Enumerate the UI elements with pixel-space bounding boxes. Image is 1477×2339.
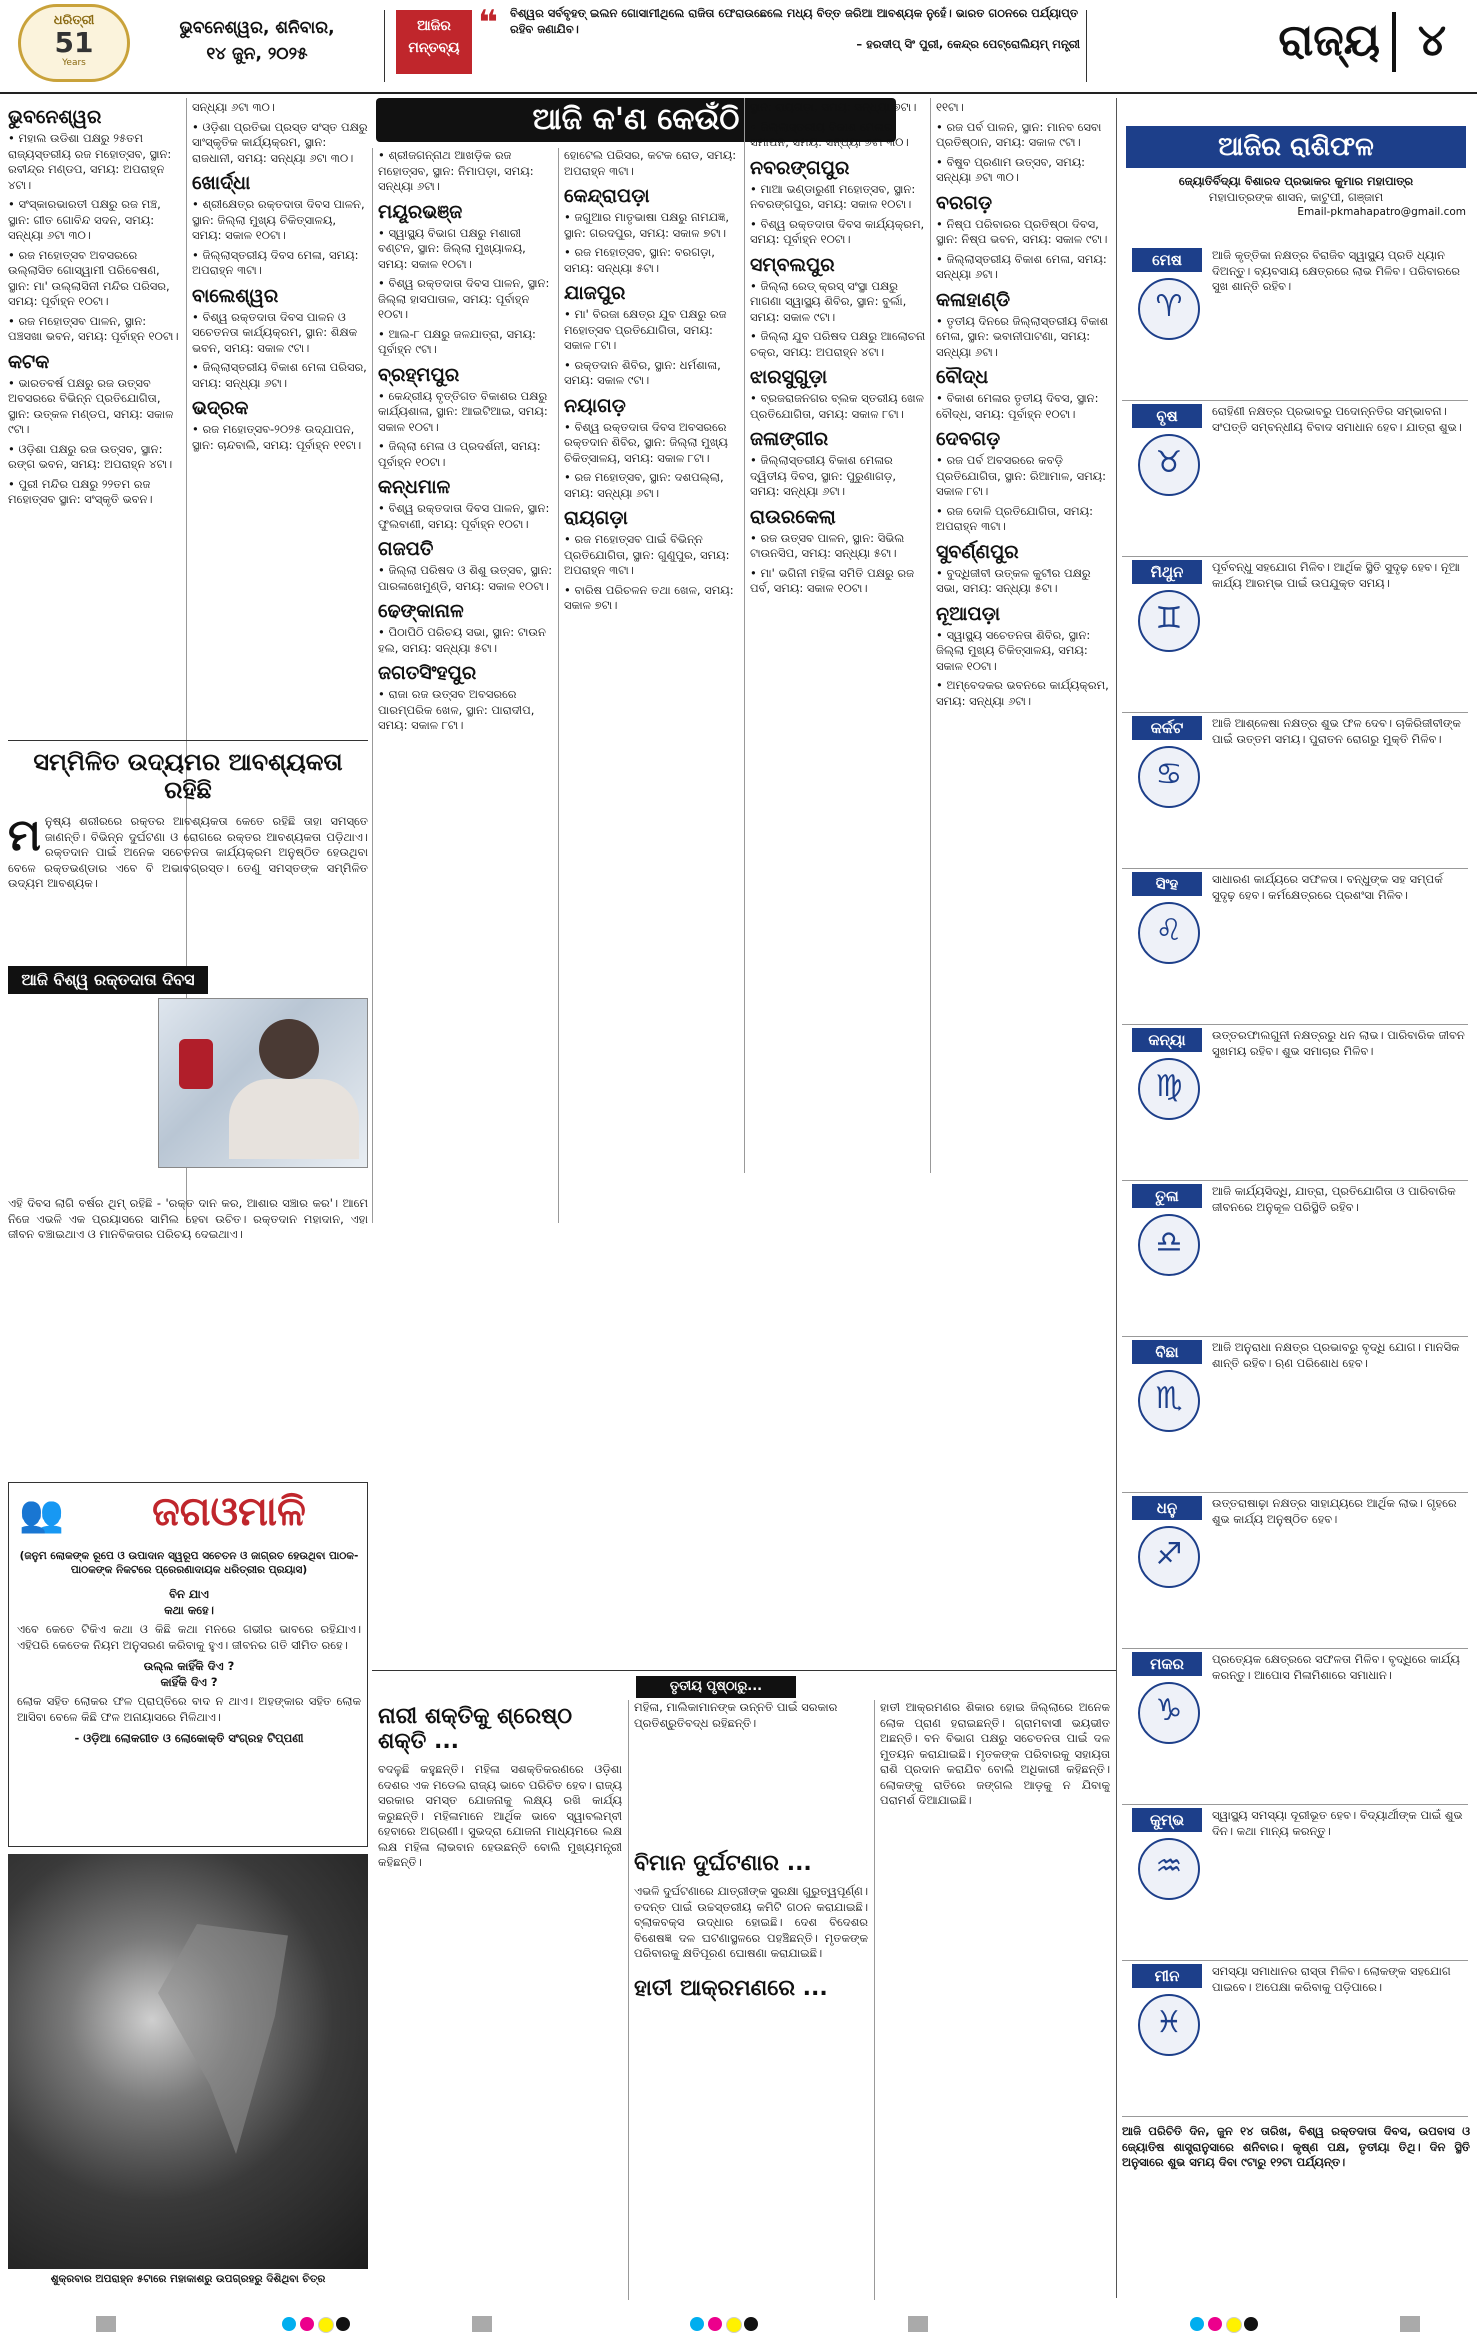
- rasi-name: କନ୍ୟା: [1132, 1028, 1202, 1052]
- story-plane-crash-body: ଏଭଳି ଦୁର୍ଘଟଣାରେ ଯାତ୍ରୀଙ୍କ ସୁରକ୍ଷା ଗୁରୁତ୍ୱପୂର୍ଣ୍ଣ। ତଦନ୍ତ ପାଇଁ ଉଚ୍ଚସ୍ତରୀୟ କମିଟି ଗଠନ କରାଯାଇଛି। ବ୍ଲାକବକ୍ସ ଉଦ୍ଧାର ହୋଇଛି। ଦେଶ ବିଦେଶର ବିଶେଷଜ୍ଞ ଦଳ ଘଟଣାସ୍ଥଳରେ ପହଞ୍ଚିଛନ୍ତି। ମୃତକଙ୍କ ପରିବାରକୁ କ୍ଷତିପୂରଣ ଘୋଷଣା କରାଯାଇଛି।: [634, 1884, 868, 1960]
- event-entry: • ରାଜା ରଜ ଉତ୍ସବ ଅବସରରେ ପାରମ୍ପରିକ ଖେଳ, ସ୍ଥାନ: ପାରାଦୀପ, ସମୟ: ସକାଳ ୮ଟା।: [378, 687, 535, 732]
- jagamali-footer: - ଓଡ଼ିଆ ଲୋକଗୀତ ଓ ଲୋକୋକ୍ତି ସଂଗ୍ରହ ଟିପ୍ପଣୀ: [74, 1731, 304, 1745]
- event-entry: • ଜଗୁଆର ମାତୃଭାଷା ପକ୍ଷରୁ ନାମଯଜ୍ଞ, ସ୍ଥାନ: ଗରଦପୁର, ସମୟ: ସକାଳ ୭ଟା।: [564, 210, 730, 240]
- district-heading: ସମ୍ବଲପୁର: [750, 253, 835, 276]
- district-heading: ରାୟଗଡ଼ା: [564, 507, 628, 529]
- satellite-weather-image: [8, 1854, 368, 2269]
- event-entry: • ଜିଲ୍ଲାସ୍ତରୀୟ ବିକାଶ ମେଳାର ଦ୍ୱିତୀୟ ଦିବସ, ସ୍ଥାନ: ପୁରୁଣାଗଡ଼, ସମୟ: ସନ୍ଧ୍ୟା ୬ଟା।: [750, 453, 897, 498]
- event-entry: • ବିଷୁବ ପ୍ରଣାମ ଉତ୍ସବ, ସମୟ: ସନ୍ଧ୍ୟା ୬ଟା ୩୦।: [936, 154, 1086, 184]
- event-entry: • ରଜ ପର୍ବ ଅବସରରେ କବଡ଼ି ପ୍ରତିଯୋଗିତା, ସ୍ଥାନ: ରିଆମାଳ, ସମୟ: ସକାଳ ୮ଟା।: [936, 453, 1107, 498]
- event-entry: • ଜିଲ୍ଲା ପରିଷଦ ଓ ଶିଶୁ ଉତ୍ସବ, ସ୍ଥାନ: ପାରଳାଖେମୁଣ୍ଡି, ସମୟ: ସକାଳ ୧୦ଟା।: [378, 563, 553, 593]
- event-entry: • ପିଠାପିଠି ପରିଚୟ ସଭା, ସ୍ଥାନ: ଟାଉନ ହଲ, ସମୟ: ସନ୍ଧ୍ୟା ୫ଟା।: [378, 625, 546, 655]
- event-entry: • ରଜ ମହୋତ୍ସବ ଅବସରରେ ଉଲ୍ଲାସିତ ଗୋସ୍ୱାମୀ ପରିବେଷଣ, ସ୍ଥାନ: ମା' ଉଲ୍ଲାସିନୀ ମନ୍ଦିର ପରିସର, ସମୟ: ପୂର୍ବାହ୍ନ ୧୦ଟା।: [8, 247, 170, 308]
- event-entry: • ଓଡ଼ିଶା ପକ୍ଷରୁ ରଜ ଉତ୍ସବ, ସ୍ଥାନ: ରଙ୍ଗ ଭବନ, ସମୟ: ଅପରାହ୍ନ ୪ଟା।: [8, 441, 173, 471]
- section-divider: [1392, 12, 1396, 72]
- district-heading: ଖୋର୍ଦ୍ଧା: [192, 172, 251, 194]
- event-entry: • ବିଶ୍ୱ ରକ୍ତଦାତା ଦିବସ କାର୍ଯ୍ୟକ୍ରମ, ସମୟ: ପୂର୍ବାହ୍ନ ୧୦ଟା।: [750, 216, 925, 246]
- rasi-name: ମିଥୁନ: [1132, 560, 1202, 584]
- district-heading: ବ୍ରହ୍ମପୁର: [378, 363, 460, 386]
- rasi-entry: [1120, 716, 1470, 866]
- event-entry: • ମା' ଭଗିନୀ ମହିଳା ସମିତି ପକ୍ଷରୁ ରଜ ପର୍ବ, ସମୟ: ସକାଳ ୧୦ଟା।: [750, 565, 915, 595]
- page-number: ୪: [1417, 15, 1447, 66]
- story-nari-shakti-title: ନାରୀ ଶକ୍ତିକୁ ଶ୍ରେଷ୍ଠ ଶକ୍ତି ...: [378, 1704, 573, 1754]
- event-entry: • କେନ୍ଦ୍ରୀୟ ବୃତ୍ତିଗତ ବିକାଶର ପକ୍ଷରୁ କାର୍ଯ୍ୟଶାଳା, ସ୍ଥାନ: ଆଇଟିଆଇ, ସମୟ: ସକାଳ ୧୦ଟା।: [378, 388, 548, 434]
- event-entry: ୧୧ଟା।: [936, 100, 964, 114]
- quote-text: ବିଶ୍ୱର ସର୍ବବୃହତ୍ ଇଲନ ଗୋସାମୀଥିଲେ ରାଜିତା ଫେରାଉଛେଲେ ମଧ୍ୟ ବିତ୍ତ ଜରିଆ ଆବଶ୍ୟକ ନୁହେଁ। ଭାରତ ଗଠନରେ ପର୍ଯ୍ୟାପ୍ତ ରହିବ ଜଣାଯିବ।: [510, 6, 1079, 36]
- zodiac-icon: ♏: [1138, 1370, 1200, 1432]
- event-entry: • ଜିଲ୍ଲାସ୍ତରୀୟ ଦିବସ ମେଳା, ସମୟ: ଅପରାହ୍ନ ୩ଟା।: [192, 247, 359, 277]
- district-heading: ବାଲେଶ୍ୱର: [192, 284, 279, 307]
- section-title: ରାଜ୍ୟ: [1278, 15, 1380, 66]
- event-entry: • ବିଶ୍ୱ ରକ୍ତଦାତା ଦିବସ ପାଳନ ଓ ସଚେତନତା କାର୍ଯ୍ୟକ୍ରମ, ସ୍ଥାନ: ଶିକ୍ଷକ ଭବନ, ସମୟ: ସକାଳ ୯ଟା।: [192, 309, 358, 355]
- astrologer-name: ଜ୍ୟୋତିର୍ବିଦ୍ୟା ବିଶାରଦ ପ୍ରଭାକର କୁମାର ମହାପାତ୍ର: [1178, 174, 1414, 188]
- landmass-shape: [158, 1924, 288, 2154]
- district-heading: ବରଗଡ଼: [936, 191, 993, 214]
- event-entry: • ଶ୍ରୀକ୍ଷେତ୍ର ରକ୍ତଦାତା ଦିବସ ପାଳନ, ସ୍ଥାନ: ଜିଲ୍ଲା ମୁଖ୍ୟ ଚିକିତ୍ସାଳୟ, ସମୟ: ସକାଳ ୧୦ଟା।: [192, 197, 365, 242]
- rasi-text: ଆଜି କୃତ୍ତିକା ନକ୍ଷତ୍ର ବିରାଜିବ ସ୍ୱାସ୍ଥ୍ୟ ପ୍ରତି ଧ୍ୟାନ ଦିଅନ୍ତୁ। ବ୍ୟବସାୟ କ୍ଷେତ୍ରରେ ଲାଭ ମିଳିବ। ପରିବାରରେ ସୁଖ ଶାନ୍ତି ରହିବ।: [1212, 248, 1460, 293]
- event-entry: • ବୁଦ୍ଧିଜୀବୀ ଉତ୍କଳ କୁଟୀର ପକ୍ଷରୁ ସଭା, ସମୟ: ସନ୍ଧ୍ୟା ୫ଟା।: [936, 565, 1091, 595]
- event-entry: • ଜିଲ୍ଲା ଯୁବ ପରିଷଦ ପକ୍ଷରୁ ଆଲୋଚନା ଚକ୍ର, ସମୟ: ଅପରାହ୍ନ ୪ଟା।: [750, 329, 926, 359]
- event-entry: • ରଜ ମହୋତ୍ସବ ପାଇଁ ବିଭିନ୍ନ ପ୍ରତିଯୋଗିତା, ସ୍ଥାନ: ଗୁଣୁପୁର, ସମୟ: ଅପରାହ୍ନ ୩ଟା।: [564, 532, 730, 577]
- zodiac-icon: ♊: [1138, 590, 1200, 652]
- rasi-text: ଉତ୍ତରଫାଲଗୁନୀ ନକ୍ଷତ୍ରରୁ ଧନ ଲାଭ। ପାରିବାରିକ ଜୀବନ ସୁଖମୟ ରହିବ। ଶୁଭ ସମାଚାର ମିଳିବ।: [1212, 1028, 1465, 1058]
- zodiac-icon: ♐: [1138, 1526, 1200, 1588]
- event-entry: • ବିଶ୍ୱ ରକ୍ତଦାତା ଦିବସ ପାଳନ, ସ୍ଥାନ: ଫୁଲବାଣୀ, ସମୟ: ପୂର୍ବାହ୍ନ ୧୦ଟା।: [378, 501, 550, 531]
- event-entry: • ଜିଲ୍ଲାସ୍ତରୀୟ ବିକାଶ ମେଳା, ସମୟ: ସନ୍ଧ୍ୟା ୬ଟା।: [936, 251, 1107, 281]
- zodiac-icon: ♑: [1138, 1682, 1200, 1744]
- rasi-entry: [1120, 1964, 1470, 2114]
- rasi-text: ଉତ୍ତରାଷାଢ଼ା ନକ୍ଷତ୍ର ସାହାଯ୍ୟରେ ଆର୍ଥିକ ଲାଭ। ଗୃହରେ ଶୁଭ କାର୍ଯ୍ୟ ଅନୁଷ୍ଠିତ ହେବ।: [1212, 1496, 1457, 1526]
- event-entry: • ସ୍ୱାସ୍ଥ୍ୟ ସଚେତନତା ଶିବିର, ସ୍ଥାନ: ଜିଲ୍ଲା ମୁଖ୍ୟ ଚିକିତ୍ସାଳୟ, ସମୟ: ସକାଳ ୧୦ଟା।: [936, 627, 1091, 673]
- jagamali-q2b: କାହିଁକି ଦିଏ ?: [160, 1674, 218, 1689]
- event-entry: • ରଜ ଦୋଳି ପ୍ରତିଯୋଗିତା, ସମୟ: ଅପରାହ୍ନ ୩ଟା।: [936, 503, 1093, 533]
- dateline: [142, 18, 372, 78]
- story-plane-lead: ମହିଳା, ମାଲିକାମାନଙ୍କ ଉନ୍ନତି ପାଇଁ ସରକାର ପ୍ରତିଶ୍ରୁତିବଦ୍ଧ ରହିଛନ୍ତି।: [634, 1700, 838, 1730]
- event-entry: • ଜିଲ୍ଲାସ୍ତରୀୟ ବିକାଶ ମେଳା ପରିସର, ସମୟ: ସନ୍ଧ୍ୟା ୬ଟା।: [192, 360, 367, 390]
- jagamali-title: ଜଗଓମାଳି: [152, 1489, 306, 1535]
- dateline-city: ଭୁବନେଶ୍ୱର, ଶନିବାର,: [179, 18, 335, 38]
- rasi-text: ଆଜି କାର୍ଯ୍ୟସିଦ୍ଧି, ଯାତ୍ରା, ପ୍ରତିଯୋଗିତା ଓ ପାରିବାରିକ ଜୀବନରେ ଅନୁକୂଳ ପରିସ୍ଥିତି ରହିବ।: [1212, 1184, 1456, 1214]
- rasi-name: ମୀନ: [1132, 1964, 1202, 1988]
- events-column: [564, 148, 740, 1223]
- rasi-text: ସ୍ୱାସ୍ଥ୍ୟ ସମସ୍ୟା ଦୂରୀଭୂତ ହେବ। ବିଦ୍ୟାର୍ଥୀଙ୍କ ପାଇଁ ଶୁଭ ଦିନ। କଥା ମାନ୍ୟ କରନ୍ତୁ।: [1212, 1808, 1463, 1838]
- jagamali-q2: ଉଲ୍ଲ କାହିଁକି ଦିଏ ?: [143, 1659, 235, 1673]
- donor-figure: [259, 1019, 319, 1079]
- rasi-text: ଆଜି ଆଶ୍ଳେଷା ନକ୍ଷତ୍ର ଶୁଭ ଫଳ ଦେବ। ଚାକିରିଜୀବୀଙ୍କ ପାଇଁ ଉତ୍ତମ ସମୟ। ପୁରାତନ ରୋଗରୁ ମୁକ୍ତି ମିଳିବ।: [1212, 716, 1461, 746]
- quote-tag: [396, 10, 472, 74]
- zodiac-icon: ♋: [1138, 746, 1200, 808]
- zodiac-icon: ♎: [1138, 1214, 1200, 1276]
- rasi-entry: [1120, 1652, 1470, 1802]
- district-heading: ମୟୂରଭଞ୍ଜ: [378, 200, 463, 223]
- astrologer-address: ମହାପାତ୍ରଙ୍କ ଶାସନ, କାଟୁପୀ, ଗଞ୍ଜାମ: [1208, 189, 1384, 204]
- district-heading: ସୁବର୍ଣ୍ଣପୁର: [936, 540, 1019, 563]
- district-heading: ଭଦ୍ରକ: [192, 397, 249, 419]
- rasi-name: ଧନୁ: [1132, 1496, 1202, 1520]
- district-heading: ଢେଙ୍କାନାଳ: [378, 600, 464, 622]
- blood-bag-shape: [179, 1039, 213, 1089]
- event-entry: • ରଜ ମହୋତ୍ସବ, ସ୍ଥାନ: ବରଗଡ଼ା, ସମୟ: ସନ୍ଧ୍ୟା ୫ଟା।: [564, 245, 715, 275]
- jagamali-q1: ବିନ ଯାଏ: [169, 1587, 209, 1601]
- rasi-text: ସାଧାରଣ କାର୍ଯ୍ୟରେ ସଫଳତା। ବନ୍ଧୁଙ୍କ ସହ ସମ୍ପର୍କ ସୁଦୃଢ଼ ହେବ। କର୍ମକ୍ଷେତ୍ରରେ ପ୍ରଶଂସା ମିଳିବ।: [1212, 872, 1443, 902]
- satellite-caption: ଶୁକ୍ରବାର ଅପରାହ୍ନ ୫ଟାରେ ମହାକାଶରୁ ଉପଗ୍ରହରୁ ଦିଶିଥିବା ଚିତ୍ର: [50, 2273, 326, 2285]
- jagamali-body: ଏବେ କେତେ ଟିକିଏ କଥା ଓ କିଛି କଥା ମନରେ ଗଭୀର ଭାବରେ ରହିଯାଏ। ଏହିପରି କେତେକ ନିୟମ ଅନୁସରଣ କରିବାକୁ ହୁଏ। ଜୀବନର ଗତି ସୀମିତ ରହେ।: [17, 1622, 361, 1652]
- quote-mark-icon: ❝: [478, 6, 498, 36]
- zodiac-icon: ♌: [1138, 902, 1200, 964]
- district-heading: ଯାଜପୁର: [564, 282, 626, 304]
- district-heading: ଜଳାଙ୍ଗୀର: [750, 428, 829, 450]
- continued-tag: ତୃତୀୟ ପୃଷ୍ଠାରୁ...: [636, 1676, 796, 1698]
- event-entry: • ଶ୍ରୀଜଗନ୍ନାଥ ଆଖଡ଼ିକ ରଜ ମହୋତ୍ସବ, ସ୍ଥାନ: ନିମାପଡ଼ା, ସମୟ: ସନ୍ଧ୍ୟା ୬ଟା।: [378, 148, 534, 193]
- zodiac-icon: ♍: [1138, 1058, 1200, 1120]
- blood-donation-photo: [158, 998, 368, 1168]
- rasi-name: ମେଷ: [1132, 248, 1202, 272]
- event-entry: • ଅମ୍ବେଦକର ଭବନରେ କାର୍ଯ୍ୟକ୍ରମ, ସମୟ: ସନ୍ଧ୍ୟା ୬ଟା।: [936, 678, 1109, 708]
- events-column: [8, 100, 184, 700]
- astrologer-email: Email-pkmahapatro@gmail.com: [1297, 206, 1466, 218]
- rasi-name: କର୍କଟ: [1132, 716, 1202, 740]
- event-entry: • ରଜ ମହୋତ୍ସବ-୨୦୨୫ ଉଦ୍‌ଯାପନ, ସ୍ଥାନ: ଚାନ୍ଦବାଲି, ସମୟ: ପୂର୍ବାହ୍ନ ୧୧ଟା।: [192, 422, 362, 452]
- event-entry: • ବିଶ୍ୱ ରକ୍ତଦାତା ଦିବସ ଅବସରରେ ରକ୍ତଦାନ ଶିବିର, ସ୍ଥାନ: ଜିଲ୍ଲା ମୁଖ୍ୟ ଚିକିତ୍ସାଳୟ, ସମୟ: ସକାଳ ୮ଟା।: [564, 419, 728, 465]
- district-heading: ଗଜପତି: [378, 538, 434, 560]
- event-entry: • ଜିଲ୍ଲା ରେଡ୍ କ୍ରସ୍ ସଂସ୍ଥା ପକ୍ଷରୁ ମାଗଣା ସ୍ୱାସ୍ଥ୍ୟ ଶିବିର, ସ୍ଥାନ: ବୁର୍ଲା, ସମୟ: ସକାଳ ୯ଟା।: [750, 278, 907, 324]
- event-entry: ହୋଟେଲ ପରିସର, କଟକ ରୋଡ, ସମୟ: ଅପରାହ୍ନ ୩ଟା।: [564, 148, 737, 178]
- rasi-entry: [1120, 1496, 1470, 1646]
- jagamali-cartoon-icon: 👥: [19, 1494, 64, 1535]
- district-heading: ଦେବଗଡ଼: [936, 428, 1001, 450]
- quote-tag-line2: ମନ୍ତବ୍ୟ: [408, 40, 460, 56]
- rasi-entry: [1120, 872, 1470, 1022]
- quote-author: – ହରଦୀପ୍ ସିଂ ପୁରୀ, କେନ୍ଦ୍ର ପେଟ୍ରୋଲିୟମ୍ ମନ୍ତ୍ରୀ: [856, 37, 1080, 51]
- rasi-name: ବିଛା: [1132, 1340, 1202, 1364]
- event-entry: • ରଜ ଉତ୍ସବ ପାଳନ, ସ୍ଥାନ: ସିଭିଲ ଟାଉନସିପ, ସମୟ: ସନ୍ଧ୍ୟା ୫ଟା।: [750, 530, 905, 560]
- rasi-entry: [1120, 404, 1470, 554]
- event-entry: ସନ୍ଧ୍ୟା ୬ଟା ୩୦।: [192, 100, 275, 114]
- event-entry: • ଆଲ-୮ ପକ୍ଷରୁ ଜଳଯାତ୍ରା, ସମୟ: ପୂର୍ବାହ୍ନ ୯ଟା।: [378, 326, 536, 356]
- district-heading: କଟକ: [8, 350, 50, 373]
- panchanga-text: ଆଜି ପରିଚିତି ଦିନ, ଜୁନ ୧୪ ତାରିଖ, ବିଶ୍ୱ ରକ୍ତଦାତା ଦିବସ, ଉପବାସ ଓ ଜ୍ୟୋତିଷ ଶାସ୍ତ୍ରାନୁସାରେ ଶନିବାର। କୃଷ୍ଣ ପକ୍ଷ, ତୃତୀୟା ତିଥି। ଦିନ ସ୍ଥିତି ଅନୁସାରେ ଶୁଭ ସମୟ ଦିବା ୯ଟାରୁ ୧୨ଟା ପର୍ଯ୍ୟନ୍ତ।: [1122, 2124, 1470, 2169]
- jagamali-q1b: କଥା କହେ।: [164, 1602, 214, 1617]
- rasi-name: ତୁଳା: [1132, 1184, 1202, 1208]
- event-entry: • ଜିଲ୍ଲା ମେଳା ଓ ପ୍ରଦର୍ଶନୀ, ସମୟ: ପୂର୍ବାହ୍ନ ୧୦ଟା।: [378, 439, 541, 469]
- editorial-body-2: ଏହି ଦିବସ ଲାଗି ବର୍ଷର ଥିମ୍ ରହିଛି - 'ରକ୍ତ ଦାନ କର, ଆଶାର ସଞ୍ଚାର କର'। ଆମେ ନିଜେ ଏଭଳି ଏକ ପ୍ରୟାସରେ ସାମିଲ ହେବା ଉଚିତ। ରକ୍ତଦାନ ମହାଦାନ, ଏହା ଜୀବନ ବଞ୍ଚାଇଥାଏ ଓ ମାନବିକତାର ପରିଚୟ ଦେଇଥାଏ।: [8, 1196, 368, 1241]
- district-heading: ନୟାଗଡ଼: [564, 394, 626, 417]
- rasi-entry: [1120, 560, 1470, 710]
- district-heading: ନବରଙ୍ଗପୁର: [750, 156, 850, 179]
- event-entry: • ଓଡ଼ିଶା ପ୍ରତିଭା ପ୍ରସ୍ତ ସଂସ୍ତ ପକ୍ଷରୁ ସାଂସ୍କୃତିକ କାର୍ଯ୍ୟକ୍ରମ, ସ୍ଥାନ: ରାଜଧାନୀ, ସମୟ: ସନ୍ଧ୍ୟା ୬ଟା ୩୦।: [192, 119, 368, 165]
- event-entry: • ରଜ ପର୍ବ ପାଳନ, ସ୍ଥାନ: ମାନବ ସେବା ପ୍ରତିଷ୍ଠାନ, ସମୟ: ସକାଳ ୯ଟା।: [936, 119, 1102, 149]
- rasi-text: ପୂର୍ବବନ୍ଧୁ ସହଯୋଗ ମିଳିବ। ଆର୍ଥିକ ସ୍ଥିତି ସୁଦୃଢ଼ ହେବ। ନୂଆ କାର୍ଯ୍ୟ ଆରମ୍ଭ ପାଇଁ ଉପଯୁକ୍ତ ସମୟ।: [1212, 560, 1460, 590]
- horoscope-credit: [1126, 174, 1466, 236]
- event-entry: • ରକ୍ତଦାନ ଶିବିର, ସ୍ଥାନ: ଧର୍ମଶାଳା, ସମୟ: ସକାଳ ୯ଟା।: [564, 357, 721, 387]
- rasi-entry: [1120, 1184, 1470, 1334]
- district-heading: ନୂଆପଡ଼ା: [936, 602, 1001, 625]
- event-entry: • ପୁରୀ ମନ୍ଦିର ପକ୍ଷରୁ ୨୨ତମ ରଜ ମହୋତ୍ସବ ସ୍ଥାନ: ସଂସ୍କୃତି ଭବନ।: [8, 476, 153, 506]
- anniversary-brand: ଧରିତ୍ରୀ: [53, 13, 95, 28]
- event-entry: • ମା' ବିରଜା କ୍ଷେତ୍ର ଯୁବ ପକ୍ଷରୁ ରଜ ମହୋତ୍ସବ ପ୍ରତିଯୋଗିତା, ସମୟ: ସକାଳ ୮ଟା।: [564, 307, 727, 352]
- zodiac-icon: ♓: [1138, 1994, 1200, 2056]
- quote-box: [510, 6, 1080, 86]
- story-elephant-body: ହାତୀ ଆକ୍ରମଣର ଶିକାର ହୋଇ ଜିଲ୍ଲାରେ ଅନେକ ଲୋକ ପ୍ରାଣ ହରାଇଛନ୍ତି। ଗ୍ରାମବାସୀ ଭୟଭୀତ ଅଛନ୍ତି। ବନ ବିଭାଗ ପକ୍ଷରୁ ସଚେତନତା ପାଇଁ ଦଳ ମୁତୟନ କରାଯାଇଛି। ମୃତକଙ୍କ ପରିବାରକୁ ସହାୟତା ରାଶି ପ୍ରଦାନ କରାଯିବ ବୋଲି ଅଧିକାରୀ କହିଛନ୍ତି। ଲୋକଙ୍କୁ ରାତିରେ ଜଙ୍ଗଲ ଆଡ଼କୁ ନ ଯିବାକୁ ପରାମର୍ଶ ଦିଆଯାଇଛି।: [880, 1700, 1110, 1807]
- story-elephant: [880, 1700, 1110, 2300]
- jagamali-subtitle: (ଜନୁମ ଲୋକଙ୍କ ରୂପେ ଓ ଉପାଦାନ ସ୍ୱରୂପ ସଚେତନ ଓ ଜାଗ୍ରତ ହେଉଥିବା ପାଠକ-ପାଠକଙ୍କ ନିକଟରେ ପ୍ରେରଣାଦାୟକ ଧରିତ୍ରୀର ପ୍ରୟାସ): [19, 1550, 359, 1576]
- event-entry: • ତୃତୀୟ ଦିନରେ ଜିଲ୍ଲାସ୍ତରୀୟ ବିକାଶ ମେଳା, ସ୍ଥାନ: ଭବାନୀପାଟଣା, ସମୟ: ସନ୍ଧ୍ୟା ୬ଟା।: [936, 313, 1109, 359]
- quote-tag-line1: ଆଜିର: [417, 18, 451, 34]
- donor-body: [229, 1079, 359, 1159]
- district-heading: ଜଗତସିଂହପୁର: [378, 662, 477, 684]
- event-entry: • ନିଷ୍ପ ପରିବାରର ପ୍ରତିଷ୍ଠା ଦିବସ, ସ୍ଥାନ: ନିଷ୍ପ ଭବନ, ସମୟ: ସକାଳ ୯ଟା।: [936, 216, 1108, 246]
- event-entry: • ବିକାଶ ମେଳାର ତୃତୀୟ ଦିବସ, ସ୍ଥାନ: ବୌଦ୍ଧ, ସମୟ: ପୂର୍ବାହ୍ନ ୧୦ଟା।: [936, 391, 1099, 421]
- story-plane-crash: [634, 1700, 868, 2300]
- event-entry: • ସଂସ୍କାରଭାରତୀ ପକ୍ଷରୁ ରଜ ମଞ୍ଚ, ସ୍ଥାନ: ଗୀତ ଗୋବିନ୍ଦ ସଦନ, ସମୟ: ସନ୍ଧ୍ୟା ୬ଟା ୩୦।: [8, 197, 161, 242]
- rasi-text: ରୋହିଣୀ ନକ୍ଷତ୍ର ପ୍ରଭାବରୁ ପଦୋନ୍ନତିର ସମ୍ଭାବନା। ସଂପତ୍ତି ସମ୍ବନ୍ଧୀୟ ବିବାଦ ସମାଧାନ ହେବ। ଯାତ୍ରା ଶୁଭ।: [1212, 404, 1462, 434]
- event-entry: • ରଜ ମହୋତ୍ସବ, ସ୍ଥାନ: ଦଶପଲ୍ଲା, ସମୟ: ସନ୍ଧ୍ୟା ୬ଟା।: [564, 470, 724, 500]
- rasi-entry: [1120, 1340, 1470, 1490]
- editorial-inset-caption: ଆଜି ବିଶ୍ୱ ରକ୍ତଦାତା ଦିବସ: [8, 966, 208, 994]
- anniversary-logo: [18, 4, 130, 82]
- jagamali-box: [8, 1482, 368, 1847]
- event-entry: • ବିଶ୍ୱ ରକ୍ତଦାତା ଦିବସ ପାଳନ, ସ୍ଥାନ: ଜିଲ୍ଲା ହାସପାତାଳ, ସମୟ: ପୂର୍ବାହ୍ନ ୧୦ଟା।: [378, 276, 550, 321]
- rasi-name: ସିଂହ: [1132, 872, 1202, 896]
- event-entry: • ସ୍ୱାସ୍ଥ୍ୟ ବିଭାଗ ପକ୍ଷରୁ ମଶାରୀ ବଣ୍ଟନ, ସ୍ଥାନ: ଜିଲ୍ଲା ମୁଖ୍ୟାଳୟ, ସମୟ: ସକାଳ ୧୦ଟା।: [378, 225, 526, 271]
- events-column: [936, 100, 1112, 1175]
- editorial-inset: [8, 966, 368, 1186]
- event-entry: • ମହାଲ ଉଡିଶା ପକ୍ଷରୁ ୨୫ତମ ରାଜ୍ୟସ୍ତରୀୟ ରଜ ମହୋତ୍ସବ, ସ୍ଥାନ: ରବୀନ୍ଦ୍ର ମଣ୍ଡପ, ସମୟ: ଅପରାହ୍ନ ୪ଟା।: [8, 131, 172, 192]
- events-column: [378, 148, 554, 1223]
- district-heading: କଳାହାଣ୍ଡି: [936, 288, 1011, 311]
- district-heading: କେନ୍ଦ୍ରାପଡ଼ା: [564, 185, 650, 207]
- event-entry: • ବାରିଷ ପରିଚଳନ ତଥା ଖେଳ, ସମୟ: ସକାଳ ୭ଟା।: [564, 582, 734, 612]
- dateline-date: ୧୪ ଜୁନ, ୨୦୨୫: [206, 44, 308, 64]
- story-nari-shakti-body: ବଦଳୁଛି କହୁଛନ୍ତି। ମହିଳା ସଶକ୍ତିକରଣରେ ଓଡ଼ିଶା ଦେଶର ଏକ ମଡେଲ ରାଜ୍ୟ ଭାବେ ପରିଚିତ ହେବ। ରାଜ୍ୟ ସରକାର ସମସ୍ତ ଯୋଜନାକୁ ଲକ୍ଷ୍ୟ ରଖି କାର୍ଯ୍ୟ କରୁଛନ୍ତି। ମହିଳାମାନେ ଆର୍ଥିକ ଭାବେ ସ୍ୱାବଲମ୍ବୀ ହେବାରେ ଅଗ୍ରଣୀ। ସୁଭଦ୍ରା ଯୋଜନା ମାଧ୍ୟମରେ ଲକ୍ଷ ଲକ୍ଷ ମହିଳା ଲାଭବାନ ହେଉଛନ୍ତି ବୋଲି ମୁଖ୍ୟମନ୍ତ୍ରୀ କହିଛନ୍ତି।: [378, 1762, 622, 1869]
- editorial-section: [8, 740, 368, 1475]
- rasi-name: କୁମ୍ଭ: [1132, 1808, 1202, 1832]
- masthead: [0, 0, 1477, 92]
- event-entry: • ଭାରତବର୍ଷ ପକ୍ଷରୁ ରଜ ଉତ୍ସବ ଅବସରରେ ବିଭିନ୍ନ ପ୍ରତିଯୋଗିତା, ସ୍ଥାନ: ଉତ୍କଳ ମଣ୍ଡପ, ସମୟ: ସକାଳ ୯ଟା।: [8, 375, 174, 436]
- zodiac-icon: ♒: [1138, 1838, 1200, 1900]
- district-heading: ରାଉରକେଲା: [750, 505, 836, 528]
- rasi-entry: [1120, 1808, 1470, 1958]
- story-nari-shakti: [378, 1700, 622, 2300]
- event-entry: • ରଜ ମହୋତ୍ସବ ପାଳନ, ସ୍ଥାନ: ପଞ୍ଚସଖା ଭବନ, ସମୟ: ପୂର୍ବାହ୍ନ ୧୦ଟା।: [8, 313, 179, 343]
- rasi-name: ମକର: [1132, 1652, 1202, 1676]
- rasi-text: ପ୍ରତ୍ୟେକ କ୍ଷେତ୍ରରେ ସଫଳତା ମିଳିବ। ବୃଦ୍ଧିରେ କାର୍ଯ୍ୟ କରନ୍ତୁ। ଆପୋସ ମିଳାମିଶାରେ ସମାଧାନ।: [1212, 1652, 1460, 1682]
- editorial-body: [8, 810, 368, 892]
- zodiac-icon: ♉: [1138, 434, 1200, 496]
- story-plane-crash-title: ବିମାନ ଦୁର୍ଘଟଣାର ...: [634, 1851, 812, 1876]
- jagamali-body-2: ଲୋକ ସହିତ ଲୋକର ଫଳ ପ୍ରାପ୍ତିରେ ବାଦ ନ ଥାଏ। ଅହଙ୍କାର ସହିତ ଲୋକ ଆସିବା ବେଳେ କିଛି ଫଳ ଅନାୟାସରେ ମିଳିଥାଏ।: [17, 1694, 361, 1724]
- editorial-dropcap: ମ: [8, 810, 41, 861]
- district-heading: ଝାରସୁଗୁଡ଼ା: [750, 366, 828, 388]
- district-heading: କନ୍ଧମାଳ: [378, 476, 451, 498]
- rasi-entry: [1120, 248, 1470, 398]
- event-entry: • ମାଆ ଭଣ୍ଡାରୁଣୀ ମହୋତ୍ସବ, ସ୍ଥାନ: ନବରଙ୍ଗପୁର, ସମୟ: ସକାଳ ୧୦ଟା।: [750, 181, 916, 211]
- anniversary-sub: Years: [62, 58, 86, 68]
- events-banner: ଆଜି କ'ଣ କେଉଁଠି: [376, 98, 896, 142]
- event-entry: ସ୍ଥାନ: ରାୟଗଡ଼ା, ସମୟ: ସନ୍ଧ୍ୟା ୬ଟା।: [750, 100, 917, 114]
- horoscope-banner: ଆଜିର ରାଶିଫଳ: [1126, 126, 1466, 168]
- zodiac-icon: ♈: [1138, 278, 1200, 340]
- rasi-name: ବୃଷ: [1132, 404, 1202, 428]
- anniversary-number: 51: [54, 26, 94, 59]
- event-entry: • ଜିଲ୍ଲାସ୍ତରୀୟ ବିକାଶ ମେଳାର ସମାପନ, ସମୟ: ସନ୍ଧ୍ୟା ୬ଟା ୩୦।: [750, 119, 909, 149]
- story-elephant-title: ହାତୀ ଆକ୍ରମଣରେ ...: [634, 1975, 828, 2001]
- event-entry: • ବ୍ରଜରାଜନଗର ବ୍ଲକ ସ୍ତରୀୟ ଖେଳ ପ୍ରତିଯୋଗିତା, ସମୟ: ସକାଳ ୮ଟା।: [750, 391, 924, 421]
- events-column: [750, 100, 926, 1175]
- district-heading: ବୌଦ୍ଧ: [936, 366, 989, 388]
- district-heading: ଭୁବନେଶ୍ୱର: [8, 106, 102, 128]
- rasi-entry: [1120, 1028, 1470, 1178]
- rasi-text: ଆଜି ଅନୁରାଧା ନକ୍ଷତ୍ର ପ୍ରଭାବରୁ ବୃଦ୍ଧି ଯୋଗ। ମାନସିକ ଶାନ୍ତି ରହିବ। ଋଣ ପରିଶୋଧ ହେବ।: [1212, 1340, 1460, 1370]
- editorial-headline: ସମ୍ମିଳିତ ଉଦ୍ୟମର ଆବଶ୍ୟକତା ରହିଛି: [33, 748, 343, 804]
- editorial-body-text: ନୁଷ୍ୟ ଶରୀରରେ ରକ୍ତର ଆବଶ୍ୟକତା କେତେ ରହିଛି ତାହା ସମସ୍ତେ ଜାଣନ୍ତି। ବିଭିନ୍ନ ଦୁର୍ଘଟଣା ଓ ରୋଗରେ ରକ୍ତର ଆବଶ୍ୟକତା ପଡ଼ିଥାଏ। ରକ୍ତଦାନ ପାଇଁ ଅନେକ ସଚେତନତା କାର୍ଯ୍ୟକ୍ରମ ଅନୁଷ୍ଠିତ ହେଉଥିବା ବେଳେ ରକ୍ତଭଣ୍ଡାର ଏବେ ବି ଅଭାବଗ୍ରସ୍ତ। ତେଣୁ ସମସ୍ତଙ୍କ ସମ୍ମିଳିତ ଉଦ୍ୟମ ଆବଶ୍ୟକ।: [8, 814, 368, 890]
- rasi-text: ସମସ୍ୟା ସମାଧାନର ରାସ୍ତା ମିଳିବ। ଲୋକଙ୍କ ସହଯୋଗ ପାଇବେ। ଅପେକ୍ଷା କରିବାକୁ ପଡ଼ିପାରେ।: [1212, 1964, 1451, 1994]
